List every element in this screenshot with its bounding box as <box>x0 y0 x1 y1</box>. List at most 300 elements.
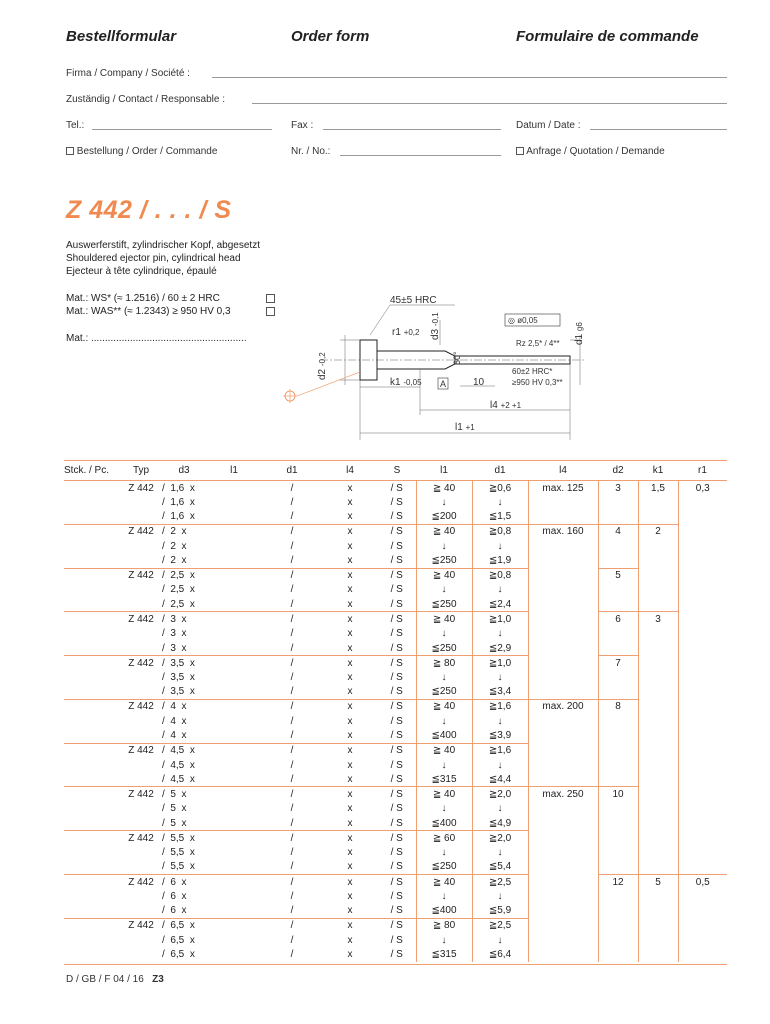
l4-input[interactable] <box>322 816 378 831</box>
l4-input[interactable] <box>322 685 378 700</box>
d1-slash: / <box>290 701 294 713</box>
d1-input[interactable] <box>262 641 322 656</box>
typ-cell <box>120 845 162 860</box>
table-row <box>64 948 727 963</box>
l1-input[interactable] <box>206 787 262 802</box>
d3-cell <box>162 685 206 700</box>
fax-field[interactable] <box>323 129 501 130</box>
l4-x: x <box>347 861 353 873</box>
l4-input[interactable] <box>322 933 378 948</box>
qty-cell[interactable] <box>64 612 120 627</box>
l4-input[interactable] <box>322 845 378 860</box>
order-label: Bestellung / Order / Commande <box>76 146 218 157</box>
d3-x: x <box>181 540 187 552</box>
typ-cell <box>120 772 162 787</box>
l1-input[interactable] <box>206 626 262 641</box>
d1-input[interactable] <box>262 699 322 714</box>
l4-input[interactable] <box>322 860 378 875</box>
qty-cell[interactable] <box>64 948 120 963</box>
d3-x: x <box>189 672 195 684</box>
col-r1: r1 <box>678 461 727 481</box>
d1-range: ≧2,5 <box>472 875 528 890</box>
d1-input[interactable] <box>262 860 322 875</box>
qty-cell[interactable] <box>64 626 120 641</box>
d2-cell <box>598 860 638 875</box>
l4-input[interactable] <box>322 948 378 963</box>
d2-cell <box>598 553 638 568</box>
r1-cell <box>678 918 727 933</box>
l1-input[interactable] <box>206 772 262 787</box>
l1-input[interactable] <box>206 510 262 525</box>
col-l4: l4 <box>322 461 378 481</box>
table-row <box>64 670 727 685</box>
d3-value: 2,5 <box>170 584 185 596</box>
qty-cell[interactable] <box>64 656 120 671</box>
qty-cell[interactable] <box>64 918 120 933</box>
l1-input[interactable] <box>206 933 262 948</box>
d2-cell <box>598 729 638 744</box>
l1-input[interactable] <box>206 656 262 671</box>
mat-was: Mat.: WAS** (≈ 1.2343) ≥ 950 HV 0,3 <box>66 306 231 317</box>
product-code: Z 442 / . . . / S <box>66 196 232 224</box>
d1-input[interactable] <box>262 685 322 700</box>
d1-range: ↓ <box>472 889 528 904</box>
r1-cell <box>678 758 727 773</box>
tel-label: Tel.: <box>66 120 85 131</box>
table-row <box>64 510 727 525</box>
qty-cell[interactable] <box>64 845 120 860</box>
d1-input[interactable] <box>262 948 322 963</box>
l1-range: ↓ <box>416 626 472 641</box>
d3-cell <box>162 831 206 846</box>
s-cell: / S <box>390 905 403 917</box>
qty-cell[interactable] <box>64 597 120 612</box>
d3-cell <box>162 583 206 598</box>
s-cell: / S <box>390 861 403 873</box>
l1-input[interactable] <box>206 845 262 860</box>
d3-cell <box>162 481 206 496</box>
table-row <box>64 875 727 890</box>
d3-cell <box>162 787 206 802</box>
d1-range: ≧0,8 <box>472 524 528 539</box>
qty-cell[interactable] <box>64 816 120 831</box>
d1-input[interactable] <box>262 743 322 758</box>
l4-input[interactable] <box>322 831 378 846</box>
l1-input[interactable] <box>206 831 262 846</box>
r1-cell <box>678 845 727 860</box>
d1-slash: / <box>290 628 294 640</box>
quotation-checkbox[interactable] <box>516 147 524 155</box>
qty-cell[interactable] <box>64 729 120 744</box>
l1-input[interactable] <box>206 948 262 963</box>
qty-cell[interactable] <box>64 933 120 948</box>
d1-range: ≧2,0 <box>472 787 528 802</box>
l4-input[interactable] <box>322 670 378 685</box>
d3-slash: / <box>162 540 165 552</box>
l4-input[interactable] <box>322 524 378 539</box>
d1-slash: / <box>290 876 294 888</box>
d3-cell <box>162 612 206 627</box>
l1-range: ≧ 40 <box>416 612 472 627</box>
l4-x: x <box>347 526 353 538</box>
r1-cell <box>678 802 727 817</box>
d1-range: ↓ <box>472 583 528 598</box>
d3-cell <box>162 626 206 641</box>
d3-slash: / <box>162 759 165 771</box>
d1-input[interactable] <box>262 597 322 612</box>
d1-input[interactable] <box>262 670 322 685</box>
qty-cell[interactable] <box>64 889 120 904</box>
d1-input[interactable] <box>262 845 322 860</box>
r1-cell <box>678 670 727 685</box>
qty-cell[interactable] <box>64 802 120 817</box>
table-row <box>64 831 727 846</box>
l1-range: ≧ 80 <box>416 918 472 933</box>
d1-input[interactable] <box>262 495 322 510</box>
l1-range: ≦400 <box>416 904 472 919</box>
company-field[interactable] <box>212 77 727 78</box>
d3-cell <box>162 495 206 510</box>
order-table <box>64 460 727 962</box>
l1-input[interactable] <box>206 670 262 685</box>
l1-input[interactable] <box>206 524 262 539</box>
l1-input[interactable] <box>206 583 262 598</box>
d1-input[interactable] <box>262 656 322 671</box>
l4-input[interactable] <box>322 612 378 627</box>
l4-range <box>528 597 598 612</box>
l4-input[interactable] <box>322 875 378 890</box>
d3-x: x <box>189 861 195 873</box>
r1-cell <box>678 568 727 583</box>
d3-slash: / <box>162 861 165 873</box>
l4-input[interactable] <box>322 626 378 641</box>
d3-value: 5 <box>170 803 176 815</box>
r1-cell <box>678 816 727 831</box>
l1-input[interactable] <box>206 539 262 554</box>
l1-input[interactable] <box>206 860 262 875</box>
l1-input[interactable] <box>206 918 262 933</box>
d2-cell: 7 <box>598 656 638 671</box>
table-row <box>64 685 727 700</box>
typ-cell: Z 442 <box>120 568 162 583</box>
footer-page: Z3 <box>152 974 164 985</box>
d1-input[interactable] <box>262 539 322 554</box>
table-row <box>64 583 727 598</box>
l4-x: x <box>347 613 353 625</box>
qty-cell[interactable] <box>64 772 120 787</box>
typ-cell: Z 442 <box>120 656 162 671</box>
col-typ: Typ <box>120 461 162 481</box>
d1-input[interactable] <box>262 553 322 568</box>
l4-input[interactable] <box>322 583 378 598</box>
l4-input[interactable] <box>322 699 378 714</box>
s-cell: / S <box>378 699 416 714</box>
l4-input[interactable] <box>322 772 378 787</box>
l4-x: x <box>347 759 353 771</box>
l4-range <box>528 845 598 860</box>
d1-slash: / <box>290 672 294 684</box>
l4-x: x <box>347 905 353 917</box>
qty-cell[interactable] <box>64 553 120 568</box>
runout-label: ◎ ø0,05 <box>508 316 538 325</box>
l1-input[interactable] <box>206 714 262 729</box>
table-row <box>64 612 727 627</box>
mat-ws-checkbox[interactable] <box>266 294 275 303</box>
table-row <box>64 772 727 787</box>
l4-input[interactable] <box>322 729 378 744</box>
mat-ws: Mat.: WS* (≈ 1.2516) / 60 ± 2 HRC <box>66 293 220 304</box>
l4-x: x <box>347 657 353 669</box>
desc-en: Shouldered ejector pin, cylindrical head <box>66 253 241 264</box>
d3-x: x <box>181 905 187 917</box>
d1-input[interactable] <box>262 802 322 817</box>
d1-input[interactable] <box>262 524 322 539</box>
d1-input[interactable] <box>262 787 322 802</box>
d1-label: d1 g6 <box>574 322 585 345</box>
d2-cell: 4 <box>598 524 638 539</box>
d1-input[interactable] <box>262 758 322 773</box>
d1-input[interactable] <box>262 889 322 904</box>
contact-field[interactable] <box>252 103 727 104</box>
qty-cell[interactable] <box>64 481 120 496</box>
l1-input[interactable] <box>206 612 262 627</box>
ten-label: 10 <box>473 377 485 388</box>
d3-slash: / <box>162 949 165 961</box>
l4-x: x <box>347 773 353 785</box>
date-field[interactable] <box>590 129 727 130</box>
l1-input[interactable] <box>206 904 262 919</box>
qty-cell[interactable] <box>64 699 120 714</box>
l4-x: x <box>347 686 353 698</box>
l1-input[interactable] <box>206 568 262 583</box>
d3-slash: / <box>162 642 165 654</box>
d1-slash: / <box>290 613 294 625</box>
qty-cell[interactable] <box>64 714 120 729</box>
d3-x: x <box>189 482 195 494</box>
qty-cell[interactable] <box>64 685 120 700</box>
qty-cell[interactable] <box>64 875 120 890</box>
l1-input[interactable] <box>206 889 262 904</box>
d1-input[interactable] <box>262 729 322 744</box>
d1-slash: / <box>290 657 294 669</box>
d3-slash: / <box>162 890 165 902</box>
l4-range <box>528 539 598 554</box>
table-row <box>64 787 727 802</box>
s-cell: / S <box>378 524 416 539</box>
no-label: Nr. / No.: <box>291 146 331 157</box>
l4-x: x <box>347 496 353 508</box>
r1-cell <box>678 933 727 948</box>
mat-was-checkbox[interactable] <box>266 307 275 316</box>
d3-slash: / <box>162 526 165 538</box>
l4-input[interactable] <box>322 743 378 758</box>
d3-value: 1,6 <box>170 482 185 494</box>
d3-slash: / <box>162 847 165 859</box>
qty-cell[interactable] <box>64 904 120 919</box>
l4-input[interactable] <box>322 641 378 656</box>
l1-input[interactable] <box>206 553 262 568</box>
d3-x: x <box>189 773 195 785</box>
d3-slash: / <box>162 555 165 567</box>
d1-input[interactable] <box>262 772 322 787</box>
d3-slash: / <box>162 496 165 508</box>
tel-field[interactable] <box>92 129 272 130</box>
l4-range <box>528 743 598 758</box>
l1-input[interactable] <box>206 481 262 496</box>
d3-cell <box>162 553 206 568</box>
d3-value: 1,6 <box>170 511 185 523</box>
d1-input[interactable] <box>262 626 322 641</box>
l1-input[interactable] <box>206 743 262 758</box>
d1-input[interactable] <box>262 904 322 919</box>
d3-value: 5,5 <box>170 832 185 844</box>
qty-cell[interactable] <box>64 758 120 773</box>
d3-x: x <box>189 934 195 946</box>
l1-input[interactable] <box>206 758 262 773</box>
d1-input[interactable] <box>262 816 322 831</box>
s-cell: / S <box>378 568 416 583</box>
order-checkbox[interactable] <box>66 147 74 155</box>
d1-range: ↓ <box>472 495 528 510</box>
l4-range <box>528 670 598 685</box>
d1-input[interactable] <box>262 510 322 525</box>
l4-input[interactable] <box>322 553 378 568</box>
l4-input[interactable] <box>322 510 378 525</box>
d3-x: x <box>189 496 195 508</box>
d1-range: ≦2,9 <box>472 641 528 656</box>
s-cell: / S <box>390 949 403 961</box>
d3-cell <box>162 699 206 714</box>
no-field[interactable] <box>340 155 501 156</box>
l4-input[interactable] <box>322 656 378 671</box>
s-cell: / S <box>390 847 403 859</box>
qty-cell[interactable] <box>64 495 120 510</box>
d2-cell: 5 <box>598 568 638 583</box>
typ-cell: Z 442 <box>120 743 162 758</box>
quotation-option[interactable] <box>516 146 665 157</box>
d1-slash: / <box>290 949 294 961</box>
qty-cell[interactable] <box>64 568 120 583</box>
table-row <box>64 656 727 671</box>
l1-range: ≧ 40 <box>416 743 472 758</box>
d1-input[interactable] <box>262 612 322 627</box>
l4-input[interactable] <box>322 597 378 612</box>
d1-range: ↓ <box>472 758 528 773</box>
l1-range: ↓ <box>416 714 472 729</box>
l1-input[interactable] <box>206 816 262 831</box>
l4-input[interactable] <box>322 889 378 904</box>
l1-input[interactable] <box>206 729 262 744</box>
l1-range: ≦315 <box>416 772 472 787</box>
l4-input[interactable] <box>322 904 378 919</box>
d1-input[interactable] <box>262 714 322 729</box>
r1-cell <box>678 583 727 598</box>
d2-cell <box>598 670 638 685</box>
l1-input[interactable] <box>206 597 262 612</box>
d3-value: 5 <box>170 789 176 801</box>
qty-cell[interactable] <box>64 670 120 685</box>
l4-input[interactable] <box>322 495 378 510</box>
l4-input[interactable] <box>322 787 378 802</box>
l4-x: x <box>347 817 353 829</box>
qty-cell[interactable] <box>64 641 120 656</box>
l1-range: ≧ 40 <box>416 875 472 890</box>
qty-cell[interactable] <box>64 583 120 598</box>
d1-input[interactable] <box>262 918 322 933</box>
k1-cell <box>638 729 678 744</box>
l4-input[interactable] <box>322 481 378 496</box>
d1-input[interactable] <box>262 875 322 890</box>
d1-slash: / <box>290 496 294 508</box>
l1-input[interactable] <box>206 685 262 700</box>
l1-input[interactable] <box>206 802 262 817</box>
l1-input[interactable] <box>206 495 262 510</box>
d3-slash: / <box>162 482 165 494</box>
l1-input[interactable] <box>206 641 262 656</box>
d3-cell <box>162 816 206 831</box>
l4-input[interactable] <box>322 758 378 773</box>
r1-cell <box>678 743 727 758</box>
typ-cell <box>120 670 162 685</box>
d1-slash: / <box>290 817 294 829</box>
l4-input[interactable] <box>322 918 378 933</box>
r1-cell <box>678 685 727 700</box>
d2-cell: 8 <box>598 699 638 714</box>
d1-slash: / <box>290 715 294 727</box>
table-row <box>64 933 727 948</box>
typ-cell <box>120 553 162 568</box>
k1-cell <box>638 904 678 919</box>
desc-fr: Ejecteur à tête cylindrique, épaulé <box>66 266 217 277</box>
l1-input[interactable] <box>206 875 262 890</box>
d1-input[interactable] <box>262 481 322 496</box>
d3-x: x <box>189 686 195 698</box>
s-cell: / S <box>390 672 403 684</box>
qty-cell[interactable] <box>64 510 120 525</box>
l4-range <box>528 612 598 627</box>
d3-cell <box>162 641 206 656</box>
qty-cell[interactable] <box>64 743 120 758</box>
d1-input[interactable] <box>262 831 322 846</box>
d1-input[interactable] <box>262 568 322 583</box>
qty-cell[interactable] <box>64 524 120 539</box>
s-cell: / S <box>390 730 403 742</box>
d2-cell <box>598 772 638 787</box>
d1-input[interactable] <box>262 583 322 598</box>
l4-range <box>528 889 598 904</box>
l4-input[interactable] <box>322 568 378 583</box>
d1-range: ≧2,0 <box>472 831 528 846</box>
s-cell: / S <box>390 759 403 771</box>
l4-input[interactable] <box>322 802 378 817</box>
l1-range: ≧ 40 <box>416 481 472 496</box>
l1-input[interactable] <box>206 699 262 714</box>
d1-input[interactable] <box>262 933 322 948</box>
l4-input[interactable] <box>322 714 378 729</box>
qty-cell[interactable] <box>64 539 120 554</box>
qty-cell[interactable] <box>64 787 120 802</box>
table-bottom-line <box>64 964 727 965</box>
table-row <box>64 918 727 933</box>
d2-cell <box>598 495 638 510</box>
d3-value: 3 <box>170 642 176 654</box>
d3-slash: / <box>162 613 165 625</box>
order-option[interactable] <box>66 146 217 157</box>
table-row <box>64 626 727 641</box>
qty-cell[interactable] <box>64 831 120 846</box>
l4-input[interactable] <box>322 539 378 554</box>
qty-cell[interactable] <box>64 860 120 875</box>
